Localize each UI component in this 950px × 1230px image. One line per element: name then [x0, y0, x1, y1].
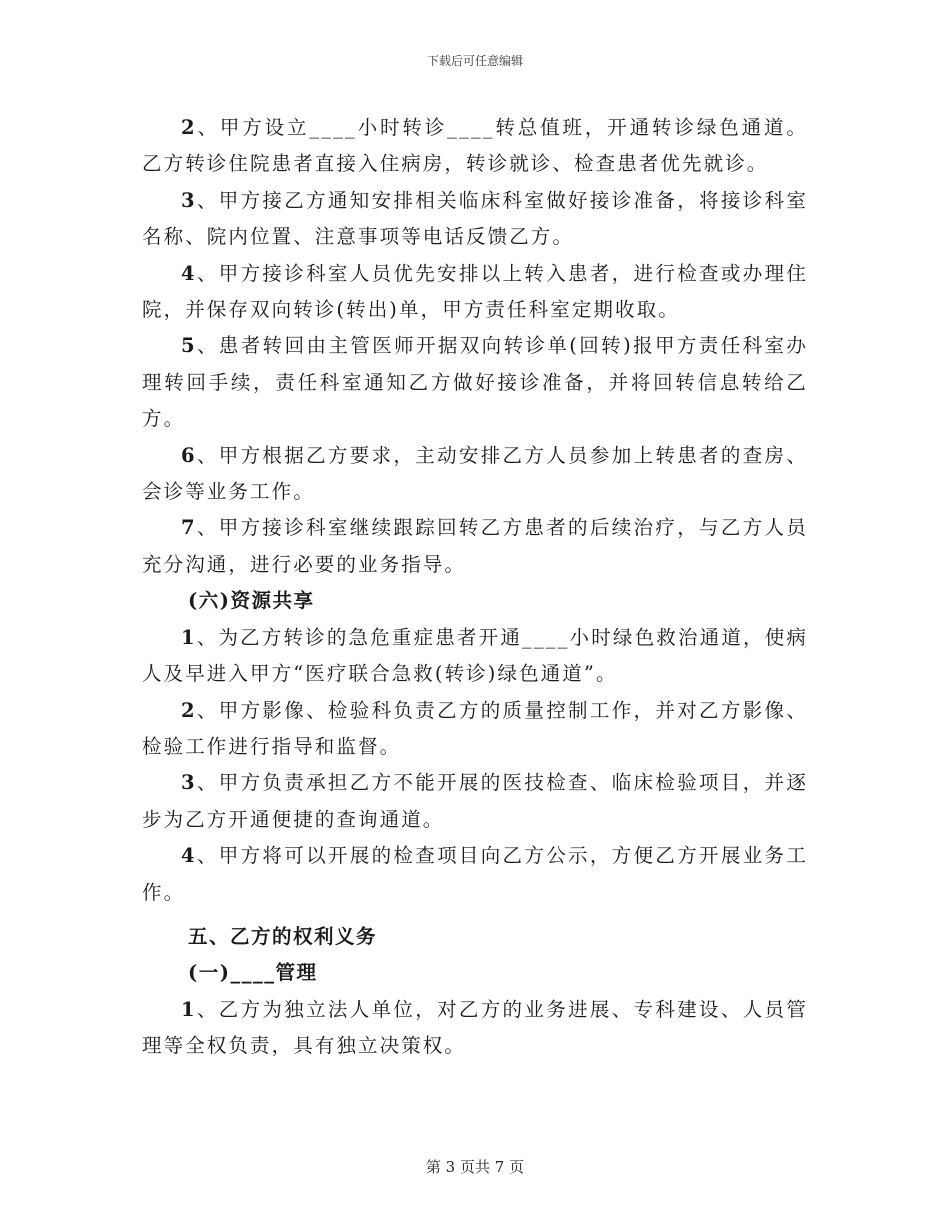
- paragraph: [142, 256, 808, 329]
- paragraph-text: 、为乙方转诊的急危重症患者开通____小时绿色救治通道，使病人及早进入甲方“医疗联合急救(转诊)绿色通道”。: [142, 625, 808, 686]
- item-number: 1: [181, 997, 197, 1021]
- item-number: 2: [181, 116, 197, 139]
- paragraph: [142, 510, 808, 583]
- paragraph-text: 、甲方接诊科室继续跟踪回转乙方患者的后续治疗，与乙方人员充分沟通，进行必要的业务指导。: [142, 516, 808, 576]
- paragraph-text: 、患者转回由主管医师开据双向转诊单(回转)报甲方责任科室办理转回手续，责任科室通知乙方做好接诊准备，并将回转信息转给乙方。: [142, 334, 808, 431]
- paragraph: [142, 838, 808, 911]
- paragraph: [142, 693, 808, 766]
- item-number: 4: [181, 261, 197, 285]
- item-number: 5: [181, 334, 197, 358]
- item-number: 4: [181, 844, 197, 868]
- paragraph-text: 、甲方将可以开展的检查项目向乙方公示，方便乙方开展业务工作。: [142, 844, 808, 904]
- paragraph-text: 、甲方设立____小时转诊____转总值班，开通转诊绿色通道。乙方转诊住院患者直接入住病房，转诊就诊、检查患者优先就诊。: [142, 116, 808, 176]
- paragraph-text: 、甲方接诊科室人员优先安排以上转入患者，进行检查或办理住院，并保存双向转诊(转出)单，甲方责任科室定期收取。: [142, 261, 808, 322]
- item-number: 3: [181, 771, 197, 795]
- item-number: 6: [181, 443, 197, 467]
- paragraph-text: 、甲方负责承担乙方不能开展的医技检查、临床检验项目，并逐步为乙方开通便捷的查询通道。: [142, 771, 808, 831]
- page-footer: 第 3 页共 7 页: [425, 1158, 525, 1176]
- paragraph-text: 、甲方根据乙方要求，主动安排乙方人员参加上转患者的查房、会诊等业务工作。: [142, 443, 808, 504]
- paragraph: [142, 765, 808, 838]
- section-heading: 五、乙方的权利义务: [188, 924, 378, 948]
- paragraph-text: 、甲方接乙方通知安排相关临床科室做好接诊准备，将接诊科室名称、院内位置、注意事项等电话反馈乙方。: [142, 188, 808, 249]
- paragraph: [142, 620, 808, 693]
- paragraph-text: 、乙方为独立法人单位，对乙方的业务进展、专科建设、人员管理等全权负责，具有独立决策权。: [142, 997, 808, 1058]
- item-number: 7: [181, 516, 197, 540]
- paragraph: [142, 328, 808, 437]
- document-body: [142, 110, 808, 1065]
- subsection-heading: (六)资源共享: [188, 589, 315, 613]
- item-number: 3: [181, 188, 197, 212]
- paragraph: [142, 992, 808, 1065]
- subsection-heading: (一)____管理: [188, 961, 318, 985]
- page-header: 下载后可任意编辑: [426, 54, 523, 68]
- paragraph: [142, 438, 808, 511]
- paragraph: [142, 183, 808, 256]
- paragraph-text: 、甲方影像、检验科负责乙方的质量控制工作，并对乙方影像、检验工作进行指导和监督。: [142, 698, 808, 758]
- paragraph: [142, 110, 808, 183]
- item-number: 2: [181, 698, 197, 722]
- item-number: 1: [181, 625, 197, 649]
